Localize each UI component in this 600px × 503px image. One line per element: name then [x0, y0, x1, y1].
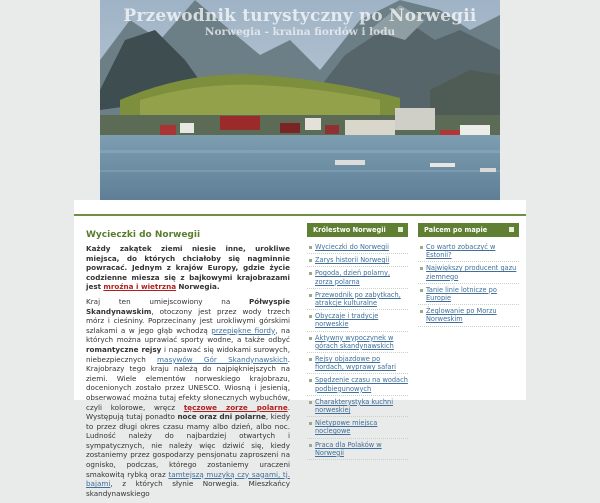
sidebar-link[interactable]: Spędzenie czasu na wodach podbiegunowych: [315, 376, 408, 393]
intro-paragraph: [86, 244, 290, 292]
text-segment: , kiedy to przez długi okres czasu mamy albo dzień, albo noc. Ludność należy do najbardziej otwartych i sympatycznych, nie należy więc dziwić się, kiedy zostaniemy przez gospodarzy pensjonatu zaproszeni na ognisko, podczas, którego zostaniemy uraczeni smakowitą rybką oraz: [86, 412, 291, 479]
sidebar-link[interactable]: Aktywny wypoczynek w górach skandynawskich: [315, 333, 394, 350]
bullet-icon: [309, 444, 312, 447]
widget-list: [418, 243, 519, 327]
sidebar-link[interactable]: Co warto zobaczyć w Estonii?: [426, 243, 496, 260]
bullet-icon: [309, 358, 312, 361]
widget-title-krolestwo: [307, 223, 408, 237]
sidebar-link[interactable]: Tanie linie lotnicze po Europie: [426, 285, 497, 303]
widget-title-text: Palcem po mapie: [424, 226, 488, 234]
sidebar-link[interactable]: Wycieczki do Norwegii: [315, 243, 389, 251]
text-segment: , na których można uprawiać sporty wodne, a także odbyć: [86, 325, 290, 345]
sidebar-item: [307, 312, 408, 331]
bullet-icon: [309, 401, 312, 404]
article-heading: Wycieczki do Norwegii: [86, 230, 201, 240]
bullet-icon: [309, 315, 312, 318]
text-segment: , z których słynie Norwegia. Mieszkańcy skandynawskiego: [86, 479, 290, 498]
site-title[interactable]: Przewodnik turystyczny po Norwegii: [123, 6, 477, 26]
header-banner: [100, 0, 500, 200]
link-fiordy[interactable]: przepiękne fiordy: [211, 325, 276, 335]
widget-list: [307, 243, 408, 460]
body-paragraph: [86, 297, 290, 498]
bullet-icon: [309, 294, 312, 297]
bullet-icon: [309, 422, 312, 425]
widget-title-palcem: [418, 223, 519, 237]
sidebar-link[interactable]: Pogoda, dzień polarny, zorza polarna: [315, 269, 391, 286]
sidebar-item: [307, 376, 408, 395]
sidebar-item: [307, 441, 408, 460]
sidebar-item: [307, 269, 408, 288]
sidebar-link[interactable]: Nietypowe miejsca noclegowe: [315, 419, 378, 436]
sidebar-link[interactable]: Rejsy objazdowe po fiordach, wyprawy safari: [315, 355, 397, 372]
widget-title-text: Królestwo Norwegii: [313, 226, 386, 234]
text-segment: . Krajobrazy tego kraju należą do najpiękniejszych na ziemi. Wiele elementów norweskiego krajobrazu, docenionych zostało przez UNESCO. Wiosną i jesienią, obserwować można tutaj efekty słonecznych wybuchów, czyli kolorowe, wręcz: [86, 354, 290, 412]
sidebar-link[interactable]: Żeglowanie po Morzu Norweskim: [426, 307, 497, 324]
text-segment: Kraj ten umiejscowiony na: [86, 296, 231, 306]
bullet-icon: [309, 259, 312, 262]
square-icon: [509, 227, 514, 232]
bullet-icon: [309, 272, 312, 275]
sidebar-link[interactable]: Obyczaje i tradycje norweskie: [315, 312, 379, 329]
sidebar-link[interactable]: Zarys historii Norwegii: [315, 256, 390, 265]
text-segment: i napawać się widokami surowych, niebezpiecznych: [86, 344, 290, 364]
bullet-icon: [420, 310, 423, 313]
main-content: [86, 230, 290, 503]
bullet-icon: [420, 289, 423, 292]
sidebar-item: [307, 243, 408, 254]
sidebar-item: [307, 334, 408, 353]
text-segment: . Występują tutaj ponadto: [86, 402, 290, 422]
sidebar-item: [418, 307, 519, 326]
sidebar-item: [307, 256, 408, 267]
bold-rejsy: romantyczne rejsy: [86, 344, 162, 354]
sidebar-item: [307, 291, 408, 310]
square-icon: [398, 227, 403, 232]
sidebar-item: [418, 243, 519, 262]
sidebar-item: [307, 398, 408, 417]
site-subtitle: Norwegia - kraina fiordów i lodu: [204, 26, 396, 38]
bullet-icon: [309, 337, 312, 340]
sidebar-item: [418, 286, 519, 305]
link-mrozna-wietrzna[interactable]: mroźna i wietrzna: [103, 282, 177, 292]
link-gory[interactable]: masywów Gór Skandynawskich: [157, 354, 288, 364]
link-zorze[interactable]: tęczowe zorze polarne: [183, 402, 288, 412]
intro-bold-text: Każdy zakątek ziemi niesie inne, urokliwe miejsca, do których chciałoby się nagminnie powracać. Jednym z krajów Europy, gdzie życie codzienne miesza się z bajkowymi krajobrazami jest: [86, 244, 290, 292]
divider-line: [74, 214, 526, 216]
sidebar-palcem-po-mapie: [418, 223, 519, 329]
intro-tail: Norwegia.: [178, 282, 220, 292]
sidebar-link[interactable]: Największy producent gazu ziemnego: [426, 264, 517, 281]
sidebar-item: [307, 355, 408, 374]
link-muzyka[interactable]: tamtejszą muzyką czy sagami, tj. bajami: [86, 469, 290, 489]
bullet-icon: [309, 379, 312, 382]
bullet-icon: [420, 246, 423, 249]
sidebar-krolestwo: [307, 223, 408, 462]
bullet-icon: [420, 267, 423, 270]
text-segment: , otoczony jest przez wody trzech mórz i cieśniny. Poprzecinany jest urokliwymi górskimi szlakami a w jego głąb wchodzą: [86, 306, 290, 335]
sidebar-item: [307, 419, 408, 438]
bullet-icon: [309, 246, 312, 249]
bold-noce: noce oraz dni polarne: [177, 412, 266, 422]
sidebar-link[interactable]: Charakterystyka kuchni norweskiej: [315, 397, 394, 415]
bold-polwysep: Półwyspie Skandynawskim: [86, 296, 290, 316]
sidebar-link[interactable]: Przewodnik po zabytkach, atrakcje kulturalne: [315, 290, 401, 308]
sidebar-link[interactable]: Praca dla Polaków w Norwegii: [315, 440, 382, 457]
sidebar-item: [418, 264, 519, 283]
